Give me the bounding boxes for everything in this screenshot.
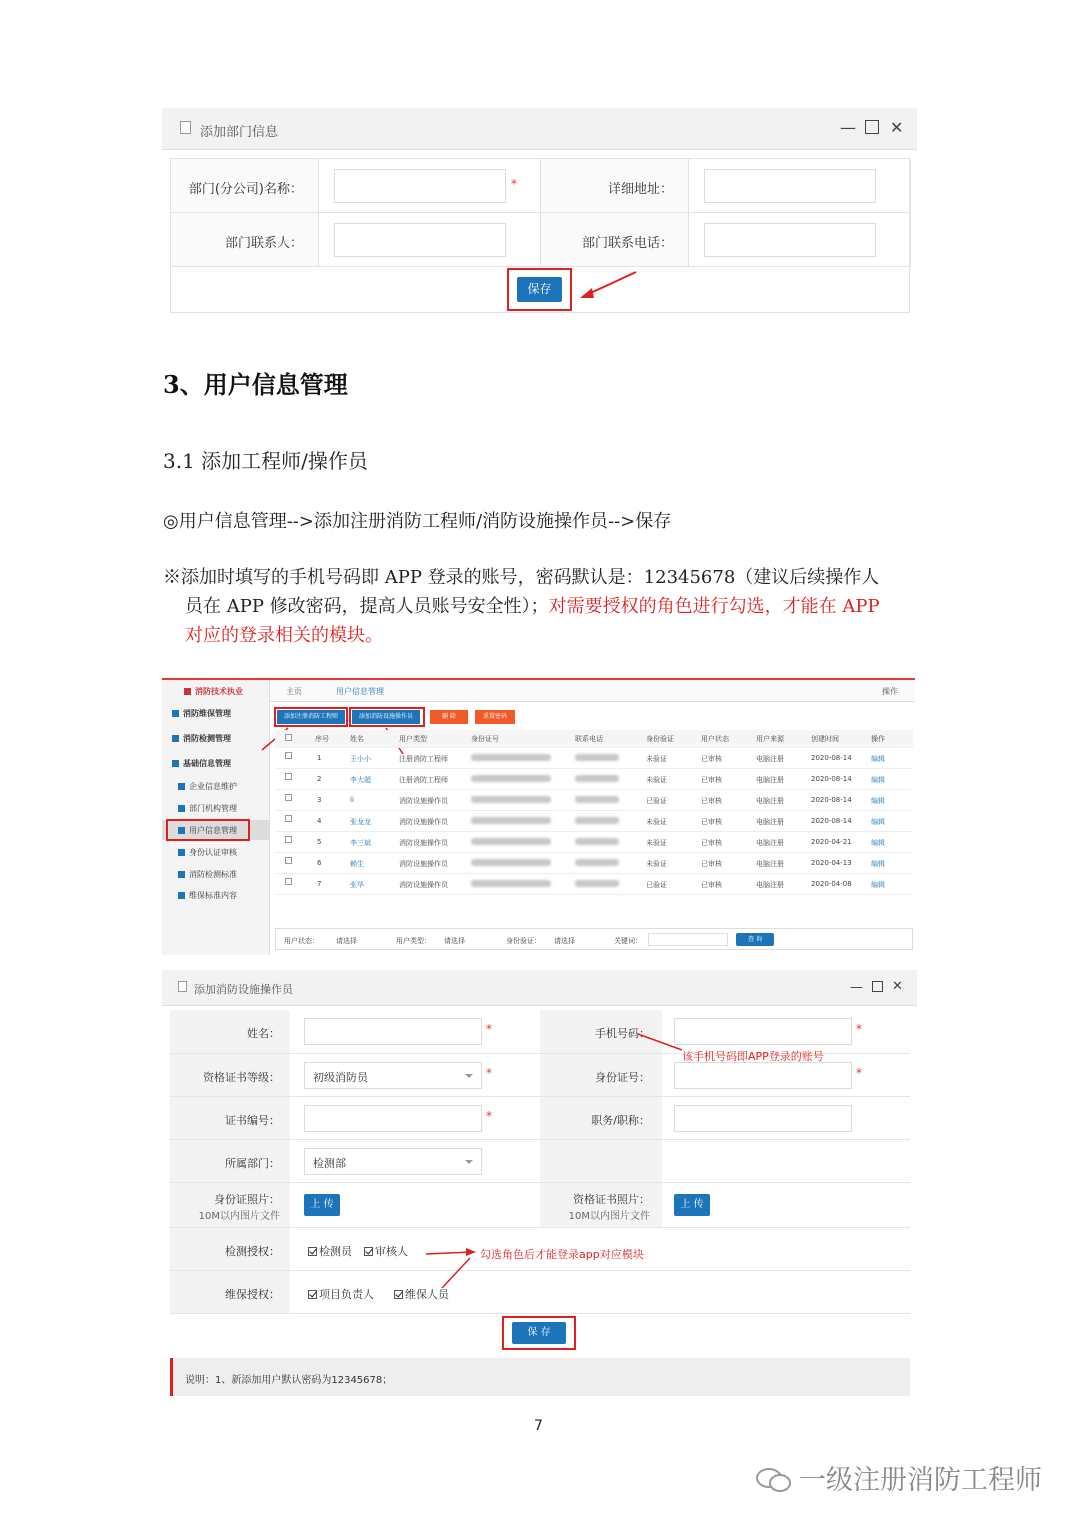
col-header: 联系电话 <box>575 735 603 743</box>
tab-users[interactable]: 用户信息管理 <box>336 687 384 696</box>
close-icon[interactable]: ✕ <box>890 118 904 137</box>
verify-filter-label: 身份验证： <box>506 937 541 945</box>
cert-level-label: 资格证书等级： <box>203 1071 280 1084</box>
dept-name-label: 部门(分公司)名称： <box>188 182 303 197</box>
row-status: 已审核 <box>701 755 722 763</box>
address-input[interactable] <box>704 169 876 203</box>
row-number: 6 <box>317 859 322 867</box>
row-name[interactable]: 李三斌 <box>350 839 371 847</box>
dialog-header <box>162 108 917 150</box>
row-number: 4 <box>317 817 322 825</box>
mobile-label: 手机号码： <box>595 1027 650 1040</box>
required-mark: * <box>856 1022 862 1036</box>
row-source: 电脑注册 <box>756 776 784 784</box>
type-filter-label: 用户类型： <box>396 937 431 945</box>
row-type: 注册消防工程师 <box>399 755 448 763</box>
col-header: 创建时间 <box>811 735 839 743</box>
sidebar-item-identity[interactable]: 身份认证审核 <box>178 847 237 858</box>
row-date: 2020-04-08 <box>811 880 852 888</box>
row-verify: 已验证 <box>646 797 667 805</box>
row-edit-link[interactable]: 编辑 <box>871 881 885 889</box>
dialog-title: 添加部门信息 <box>200 125 279 140</box>
filter-bar <box>275 928 913 950</box>
row-verify: 未验证 <box>646 818 667 826</box>
row-checkbox[interactable] <box>285 752 292 759</box>
redacted-id-number <box>471 817 551 824</box>
dialog-header <box>162 970 917 1006</box>
phone-input[interactable] <box>704 223 876 257</box>
minimize-icon[interactable]: — <box>850 980 863 995</box>
brand: 消防技术执业 <box>184 686 243 697</box>
sidebar-item-standards[interactable]: 消防检测标准 <box>178 869 237 880</box>
keyword-label: 关键词： <box>614 937 642 945</box>
default-password-note: 说明：1、新添加用户默认密码为12345678； <box>170 1358 910 1396</box>
row-type: 消防设施操作员 <box>399 797 448 805</box>
position-input[interactable] <box>674 1105 852 1132</box>
redacted-id-number <box>471 775 551 782</box>
instruction-note <box>163 563 923 650</box>
row-type: 消防设施操作员 <box>399 818 448 826</box>
save-button[interactable]: 保 存 <box>512 1322 566 1344</box>
row-source: 电脑注册 <box>756 755 784 763</box>
row-number: 2 <box>317 775 322 783</box>
department-label: 所属部门： <box>225 1157 280 1170</box>
row-checkbox[interactable] <box>285 857 292 864</box>
row-name[interactable]: 张龙龙 <box>350 818 371 826</box>
row-name[interactable]: 张华 <box>350 881 364 889</box>
row-date: 2020-08-14 <box>811 817 852 825</box>
table-row <box>275 769 913 790</box>
add-engineer-button[interactable]: 添加注册消防工程师 <box>277 710 345 724</box>
note-line-1: ※添加时填写的手机号码即 APP 登录的账号，密码默认是：12345678（建议后续操作人 <box>163 567 880 588</box>
row-date: 2020-04-13 <box>811 859 852 867</box>
row-type: 消防设施操作员 <box>399 881 448 889</box>
row-edit-link[interactable]: 编辑 <box>871 839 885 847</box>
sidebar-item-maintenance[interactable]: 消防维保管理 <box>172 708 231 719</box>
form-row <box>170 1140 910 1183</box>
col-header: 操作 <box>871 735 885 743</box>
required-mark: * <box>856 1066 862 1080</box>
row-source: 电脑注册 <box>756 839 784 847</box>
maximize-icon[interactable] <box>865 120 879 134</box>
section-heading: 3、用户信息管理 <box>163 370 348 399</box>
contact-label: 部门联系人： <box>224 236 303 251</box>
select-all-checkbox[interactable] <box>285 734 292 741</box>
note-line-2: 员在 APP 修改密码，提高人员账号安全性）；对需要授权的角色进行勾选，才能在 APP <box>185 596 880 617</box>
position-label: 职务/职称： <box>591 1114 650 1127</box>
sidebar-item-maint-content[interactable]: 维保标准内容 <box>178 890 237 901</box>
row-name[interactable]: li <box>350 796 354 804</box>
mobile-annotation: 该手机号码即APP登录的账号 <box>682 1050 824 1063</box>
row-status: 已审核 <box>701 881 722 889</box>
table-row <box>275 790 913 811</box>
cert-level-select[interactable]: 初级消防员 <box>304 1062 482 1089</box>
row-edit-link[interactable]: 编辑 <box>871 755 885 763</box>
row-type: 消防设施操作员 <box>399 839 448 847</box>
form-row <box>170 1183 910 1228</box>
search-button[interactable]: 查 询 <box>736 933 774 946</box>
col-header: 身份验证 <box>646 735 674 743</box>
sidebar <box>162 680 270 955</box>
required-mark: * <box>486 1022 492 1036</box>
add-operator-highlight <box>349 707 425 727</box>
redacted-phone <box>575 859 619 866</box>
upload-cert-photo-button[interactable]: 上 传 <box>674 1194 710 1216</box>
add-operator-dialog <box>162 970 917 1398</box>
add-operator-button[interactable]: 添加消防设施操作员 <box>352 710 420 724</box>
table-row <box>275 832 913 853</box>
dept-name-input[interactable] <box>334 169 506 203</box>
ops-menu[interactable]: 操作 <box>882 687 898 696</box>
pointer-arrow <box>572 268 642 303</box>
add-department-dialog <box>162 108 917 318</box>
row-checkbox[interactable] <box>285 773 292 780</box>
row-source: 电脑注册 <box>756 860 784 868</box>
table-header <box>275 730 913 748</box>
wechat-icon <box>755 1467 793 1493</box>
roles-annotation: 勾选角色后才能登录app对应模块 <box>480 1248 644 1261</box>
redacted-id-number <box>471 754 551 761</box>
id-number-input[interactable] <box>674 1062 852 1089</box>
col-header: 姓名 <box>350 735 364 743</box>
cert-number-label: 证书编号： <box>225 1114 280 1127</box>
col-header: 用户来源 <box>756 735 784 743</box>
redacted-id-number <box>471 880 551 887</box>
sidebar-item-company[interactable]: 企业信息维护 <box>178 781 237 792</box>
col-header: 用户状态 <box>701 735 729 743</box>
user-list-screenshot <box>162 678 915 953</box>
redacted-id-number <box>471 838 551 845</box>
table-row <box>275 874 913 895</box>
mobile-input[interactable] <box>674 1018 852 1045</box>
row-checkbox[interactable] <box>285 836 292 843</box>
row-name[interactable]: 赖生 <box>350 860 364 868</box>
add-engineer-highlight <box>274 707 348 727</box>
row-type: 注册消防工程师 <box>399 776 448 784</box>
roles-annotation-arrows <box>420 1244 480 1294</box>
sidebar-item-departments[interactable]: 部门机构管理 <box>178 803 237 814</box>
row-checkbox[interactable] <box>285 815 292 822</box>
mobile-annotation-arrow <box>632 1030 692 1052</box>
row-date: 2020-08-14 <box>811 796 852 804</box>
col-header: 用户类型 <box>399 735 427 743</box>
reviewer-checkbox[interactable]: 审核人 <box>364 1243 408 1259</box>
row-verify: 未验证 <box>646 776 667 784</box>
verify-filter-select[interactable]: 请选择 <box>554 937 575 945</box>
row-type: 消防设施操作员 <box>399 860 448 868</box>
redacted-phone <box>575 796 619 803</box>
redacted-id-number <box>471 796 551 803</box>
required-mark: * <box>486 1109 492 1123</box>
required-mark: * <box>486 1066 492 1080</box>
row-verify: 未验证 <box>646 839 667 847</box>
row-number: 7 <box>317 880 322 888</box>
row-number: 1 <box>317 754 322 762</box>
save-button[interactable]: 保存 <box>517 277 562 302</box>
row-verify: 未验证 <box>646 755 667 763</box>
dialog-title: 添加消防设施操作员 <box>194 983 293 996</box>
note-line-3: 对应的登录相关的模块。 <box>185 625 383 646</box>
form-row <box>170 1097 910 1140</box>
row-checkbox[interactable] <box>285 794 292 801</box>
row-date: 2020-04-21 <box>811 838 852 846</box>
delete-button[interactable]: 删 除 <box>430 710 468 724</box>
redacted-phone <box>575 880 619 887</box>
minimize-icon[interactable]: — <box>840 118 856 137</box>
close-icon[interactable]: ✕ <box>892 979 903 994</box>
row-checkbox[interactable] <box>285 878 292 885</box>
row-date: 2020-08-14 <box>811 775 852 783</box>
watermark: 一级注册消防工程师 <box>755 1458 1042 1497</box>
contact-input[interactable] <box>334 223 506 257</box>
row-number: 5 <box>317 838 322 846</box>
department-select[interactable]: 检测部 <box>304 1148 482 1175</box>
row-source: 电脑注册 <box>756 797 784 805</box>
sidebar-item-basic-info[interactable]: 基础信息管理 <box>172 758 231 769</box>
table-row <box>275 853 913 874</box>
name-input[interactable] <box>304 1018 482 1045</box>
col-header: 序号 <box>315 735 329 743</box>
required-mark: * <box>511 177 517 191</box>
department-form <box>170 158 910 313</box>
cert-photo-label: 资格证书照片： 10M以内图片文件 <box>568 1193 650 1222</box>
keyword-input[interactable] <box>648 933 728 946</box>
row-verify: 已验证 <box>646 881 667 889</box>
address-label: 详细地址： <box>607 182 673 197</box>
redacted-phone <box>575 754 619 761</box>
subsection-heading: 3.1 添加工程师/操作员 <box>163 449 368 473</box>
row-edit-link[interactable]: 编辑 <box>871 818 885 826</box>
row-name[interactable]: 王小小 <box>350 755 371 763</box>
maximize-icon[interactable] <box>872 981 883 992</box>
sidebar-item-users[interactable]: 用户信息管理 <box>178 825 237 836</box>
id-photo-label: 身份证照片： 10M以内图片文件 <box>198 1193 280 1222</box>
row-edit-link[interactable]: 编辑 <box>871 776 885 784</box>
form-row <box>170 1314 910 1358</box>
row-number: 3 <box>317 796 322 804</box>
tab-home[interactable]: 主页 <box>286 687 302 696</box>
id-number-label: 身份证号： <box>595 1071 650 1084</box>
row-status: 已审核 <box>701 797 722 805</box>
document-icon <box>178 981 187 992</box>
reset-password-button[interactable]: 重置密码 <box>475 710 515 724</box>
cert-number-input[interactable] <box>304 1105 482 1132</box>
detector-checkbox[interactable]: 检测员 <box>308 1243 352 1259</box>
status-filter-select[interactable]: 请选择 <box>336 937 357 945</box>
status-filter-label: 用户状态： <box>284 937 319 945</box>
col-header: 身份证号 <box>471 735 499 743</box>
name-label: 姓名： <box>247 1027 280 1040</box>
redacted-phone <box>575 775 619 782</box>
phone-label: 部门联系电话： <box>581 236 673 251</box>
sidebar-item-detection[interactable]: 消防检测管理 <box>172 733 231 744</box>
row-status: 已审核 <box>701 776 722 784</box>
row-status: 已审核 <box>701 818 722 826</box>
form-row <box>170 1271 910 1314</box>
redacted-phone <box>575 838 619 845</box>
maint-staff-checkbox[interactable]: 维保人员 <box>394 1286 449 1302</box>
upload-id-photo-button[interactable]: 上 传 <box>304 1194 340 1216</box>
row-source: 电脑注册 <box>756 881 784 889</box>
maint-auth-label: 维保授权： <box>225 1288 280 1301</box>
row-status: 已审核 <box>701 839 722 847</box>
row-status: 已审核 <box>701 860 722 868</box>
row-date: 2020-08-14 <box>811 754 852 762</box>
page-number: 7 <box>534 1418 543 1434</box>
project-lead-checkbox[interactable]: 项目负责人 <box>308 1286 374 1302</box>
table-row <box>275 748 913 769</box>
row-edit-link[interactable]: 编辑 <box>871 797 885 805</box>
redacted-id-number <box>471 859 551 866</box>
row-source: 电脑注册 <box>756 818 784 826</box>
detect-auth-label: 检测授权： <box>225 1245 280 1258</box>
row-edit-link[interactable]: 编辑 <box>871 860 885 868</box>
tab-bar <box>270 680 915 702</box>
row-name[interactable]: 李大超 <box>350 776 371 784</box>
type-filter-select[interactable]: 请选择 <box>444 937 465 945</box>
document-icon <box>180 121 191 134</box>
redacted-phone <box>575 817 619 824</box>
row-verify: 未验证 <box>646 860 667 868</box>
menu-path: ◎用户信息管理-->添加注册消防工程师/消防设施操作员-->保存 <box>163 511 672 532</box>
table-row <box>275 811 913 832</box>
